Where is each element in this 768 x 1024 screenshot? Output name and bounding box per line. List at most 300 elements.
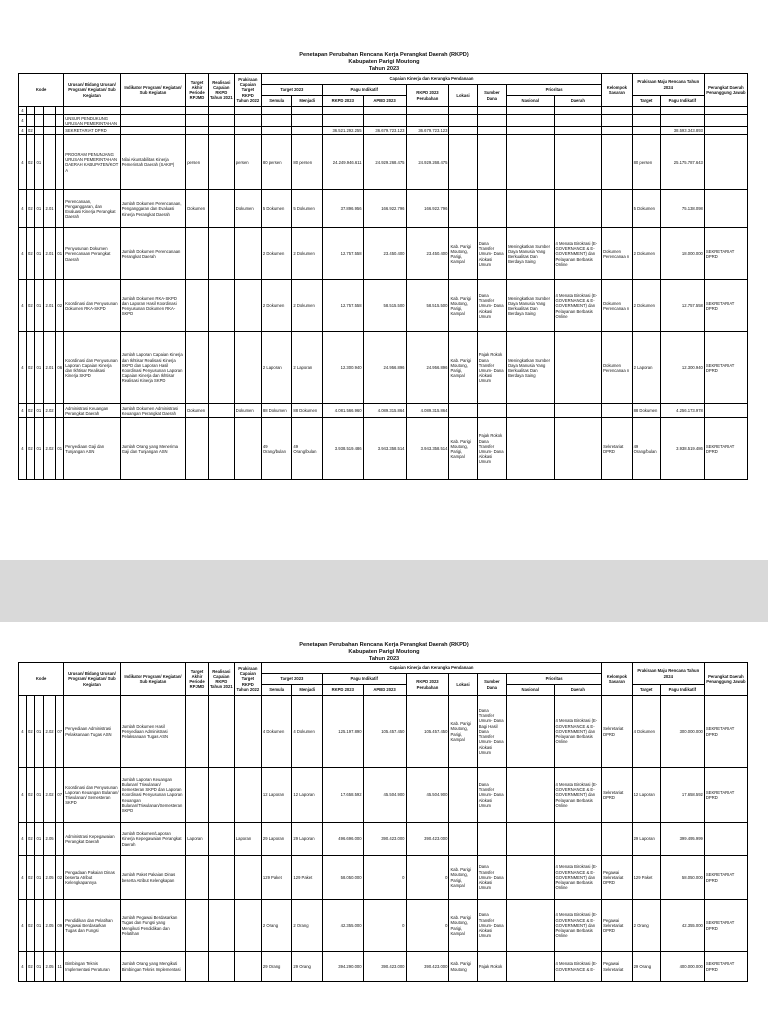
cell-prioritas-daerah [554, 115, 602, 127]
cell-kode-5 [56, 127, 64, 135]
cell-prakiraan [234, 115, 261, 127]
cell-pagu-rkpd: 3.938.519.486 [322, 418, 363, 480]
cell-pagu-2024: 399.495.999 [660, 823, 704, 856]
cell-sumber-dana: Dana Transfer Umum- Dana Alokasi Umum [477, 856, 506, 900]
cell-prioritas-daerah [554, 332, 602, 404]
cell-prioritas-nasional: Meningkatkan Sumber Daya Manusia Yang Berkualitas Dan Berdaya Saing [507, 280, 554, 332]
cell-pagu-apbd: 45.504.900 [363, 768, 406, 823]
cell-lokasi: Kab. Parigi Moutong, Parigi, Kampal [449, 280, 477, 332]
cell-sumber-dana: Dana Transfer Umum- Dana Alokasi Umum [477, 280, 506, 332]
cell-pagu-apbd: 58.515.500 [363, 280, 406, 332]
cell-program-name: PROGRAM PENUNJANG URUSAN PEMERINTAHAN DAERAH KABUPATEN/KOT A [64, 135, 120, 190]
cell-perangkat-daerah: SEKRETARIAT DPRD [704, 418, 747, 480]
cell-target-menjadi: 4 Dokumen [292, 696, 323, 768]
cell-kelompok-sasaran: Pegawai Sekretariat DPRD [602, 900, 633, 952]
cell-kode-5: 01 [56, 228, 64, 280]
cell-pagu-rkpd: 36.521.292.255 [322, 127, 363, 135]
cell-kode-4: 2.01 [43, 332, 55, 404]
cell-lokasi: Kab. Parigi Moutong, Parigi, Kampal [449, 696, 477, 768]
cell-prioritas-nasional [507, 404, 554, 418]
cell-realisasi [208, 115, 234, 127]
cell-indicator: Jumlah Dokumen RKA-SKPD dan Laporan Hasil Koordinasi Penyusunan Dokumen RKA-SKPD [120, 280, 186, 332]
cell-kode-3: 01 [34, 332, 43, 404]
cell-target-akhir [186, 696, 209, 768]
table-row [19, 952, 748, 982]
cell-target-menjadi: 2 Dokumen [292, 228, 323, 280]
table-row [19, 404, 748, 418]
cell-target-akhir [186, 900, 209, 952]
header-perangkat: Perangkat Daerah Penanggung Jawab [704, 663, 747, 696]
cell-prakiraan [234, 107, 261, 115]
table-row [19, 696, 748, 768]
cell-pagu-apbd: 390.423.000 [363, 952, 406, 982]
cell-kode-3: 01 [34, 404, 43, 418]
cell-pagu-2024: 25.175.787.643 [660, 135, 704, 190]
cell-realisasi [208, 332, 234, 404]
cell-kode-1: 4 [19, 856, 27, 900]
cell-kelompok-sasaran [602, 823, 633, 856]
header-target: Target [632, 96, 660, 107]
cell-pagu-apbd: 36.679.723.123 [363, 127, 406, 135]
cell-kode-1: 4 [19, 952, 27, 982]
cell-sumber-dana [477, 823, 506, 856]
cell-target-semula: 80 persen [261, 135, 292, 190]
cell-kelompok-sasaran: Dokumen Perencanaa n [602, 228, 633, 280]
cell-sumber-dana [477, 135, 506, 190]
cell-kode-3: 01 [34, 823, 43, 856]
cell-kode-2: 02 [26, 900, 34, 952]
cell-prakiraan: Laporan [234, 823, 261, 856]
header-indikator: Indikator Program/ Kegiatan/ Sub Kegiatan [120, 663, 186, 696]
table-row [19, 900, 748, 952]
cell-perangkat-daerah [704, 107, 747, 115]
cell-prakiraan: persen [234, 135, 261, 190]
header-prioritas: Prioritas [507, 674, 602, 685]
cell-program-name: Bimbingan Teknis Implementasi Peraturan [64, 952, 120, 982]
cell-perangkat-daerah [704, 115, 747, 127]
cell-prakiraan: Dokumen [234, 190, 261, 228]
cell-pagu-rkpd-perubahan: 390.423.000 [406, 952, 449, 982]
cell-realisasi [208, 856, 234, 900]
cell-target-menjadi: 80 persen [292, 135, 323, 190]
cell-kode-5 [56, 404, 64, 418]
cell-prioritas-nasional [507, 952, 554, 982]
cell-target-2024: 2 Orang [632, 900, 660, 952]
header-kelompok: Kelompok Sasaran [602, 74, 633, 107]
cell-prakiraan [234, 900, 261, 952]
cell-kode-4: 2.01 [43, 280, 55, 332]
header-prakiraan: Prakiraan Capaian Target RKPD Tahun 2022 [234, 74, 261, 107]
cell-prakiraan [234, 952, 261, 982]
cell-prioritas-daerah: 4 Menata Birokrasi (E-GOVERNANCE & E-GOVERNMENT) dan Pelayanan Berbasis Online [554, 768, 602, 823]
header-pagu-indikatif: Pagu Indikatif [322, 85, 406, 96]
cell-realisasi [208, 952, 234, 982]
cell-indicator: Jumlah Pegawai Berdasarkan Tugas dan Fungsi yang Mengikuti Pendidikan dan Pelatihan [120, 900, 186, 952]
cell-kode-1: 4 [19, 280, 27, 332]
cell-pagu-apbd [363, 107, 406, 115]
header-target-akhir: Target Akhir Periode RPJMD [186, 663, 209, 696]
header-nasional: Nasional [507, 96, 554, 107]
cell-prioritas-daerah [554, 404, 602, 418]
cell-sumber-dana: Pajak Rokok [477, 952, 506, 982]
cell-kode-2 [26, 107, 34, 115]
header-pagu: Pagu Indikatif [660, 685, 704, 696]
cell-pagu-rkpd-perubahan: 3.943.358.514 [406, 418, 449, 480]
cell-kode-1: 4 [19, 418, 27, 480]
header-indikator: Indikator Program/ Kegiatan/ Sub Kegiatan [120, 74, 186, 107]
header-realisasi: Realisasi Capaian RKPD Tahun 2021 [208, 74, 234, 107]
table-row [19, 768, 748, 823]
cell-target-semula: 5 Dokumen [261, 190, 292, 228]
header-pagu: Pagu Indikatif [660, 96, 704, 107]
header-target: Target [632, 685, 660, 696]
cell-kode-5: 09 [56, 900, 64, 952]
cell-kode-3: 01 [34, 696, 43, 768]
cell-pagu-rkpd: 12.757.558 [322, 228, 363, 280]
cell-kelompok-sasaran [602, 135, 633, 190]
table-row [19, 135, 748, 190]
cell-kode-3: 01 [34, 228, 43, 280]
cell-kode-5: 06 [56, 332, 64, 404]
cell-lokasi: Kab. Parigi Moutong, Parigi, Kampal [449, 418, 477, 480]
cell-kode-2: 02 [26, 280, 34, 332]
cell-kode-3: 01 [34, 768, 43, 823]
cell-pagu-rkpd: 394.290.000 [322, 952, 363, 982]
cell-target-menjadi: 129 Paket [292, 856, 323, 900]
cell-prioritas-nasional: Meningkatkan Sumber Daya Manusia Yang Berkualitas Dan Berdaya Saing [507, 332, 554, 404]
cell-kode-1: 4 [19, 696, 27, 768]
cell-target-akhir [186, 418, 209, 480]
cell-indicator: Jumlah Orang yang Mengikuti Bimbingan Teknis Implementasi [120, 952, 186, 982]
cell-kode-3 [34, 107, 43, 115]
cell-pagu-rkpd: 125.197.890 [322, 696, 363, 768]
cell-target-2024 [632, 127, 660, 135]
cell-target-akhir: Dokumen [186, 190, 209, 228]
cell-pagu-rkpd-perubahan: 0 [406, 856, 449, 900]
cell-kode-1: 4 [19, 228, 27, 280]
cell-prioritas-daerah [554, 107, 602, 115]
cell-indicator: Jumlah Dokumen Hasil Penyediaan Administrasi Pelaksanaan Tugas ASN [120, 696, 186, 768]
table-row [19, 190, 748, 228]
cell-kelompok-sasaran: Dokumen Perencanaa n [602, 280, 633, 332]
cell-prioritas-daerah [554, 135, 602, 190]
cell-lokasi: Kab. Parigi Moutong, Parigi, Kampal [449, 228, 477, 280]
table-row [19, 107, 748, 115]
cell-target-semula: 88 Dokumen [261, 404, 292, 418]
cell-kode-2: 02 [26, 696, 34, 768]
cell-realisasi [208, 404, 234, 418]
cell-target-menjadi: 2 Laporan [292, 332, 323, 404]
cell-pagu-2024 [660, 115, 704, 127]
cell-kode-2: 02 [26, 228, 34, 280]
cell-kode-4: 2.05 [43, 823, 55, 856]
table-row [19, 823, 748, 856]
table-row [19, 332, 748, 404]
cell-realisasi [208, 696, 234, 768]
cell-pagu-rkpd-perubahan: 58.515.500 [406, 280, 449, 332]
cell-kode-4 [43, 135, 55, 190]
header-kode: Kode [19, 74, 64, 107]
cell-kode-4: 2.05 [43, 856, 55, 900]
cell-indicator: Jumlah Orang yang Menerima Gaji dan Tunjangan ASN [120, 418, 186, 480]
cell-kode-2: 02 [26, 190, 34, 228]
cell-pagu-2024 [660, 107, 704, 115]
cell-perangkat-daerah: SEKRETARIAT DPRD [704, 952, 747, 982]
cell-kelompok-sasaran: Dokumen Perencanaa n [602, 332, 633, 404]
cell-lokasi [449, 823, 477, 856]
cell-pagu-rkpd: 42.355.000 [322, 900, 363, 952]
cell-pagu-2024: 300.000.000 [660, 696, 704, 768]
cell-pagu-2024: 400.000.000 [660, 952, 704, 982]
cell-lokasi [449, 190, 477, 228]
cell-prakiraan [234, 127, 261, 135]
cell-pagu-apbd [363, 115, 406, 127]
cell-pagu-2024: 17.658.592 [660, 768, 704, 823]
cell-prakiraan [234, 332, 261, 404]
cell-kode-4 [43, 115, 55, 127]
header-daerah: Daerah [554, 96, 602, 107]
cell-prakiraan [234, 228, 261, 280]
cell-program-name: Koordinasi dan Penyusunan Laporan Capaian Kinerja dan Ikhtisar Realisasi Kinerja SKPD [64, 332, 120, 404]
cell-realisasi [208, 823, 234, 856]
table-row [19, 856, 748, 900]
cell-perangkat-daerah [704, 404, 747, 418]
cell-realisasi [208, 135, 234, 190]
cell-target-semula [261, 127, 292, 135]
cell-sumber-dana [477, 127, 506, 135]
cell-prakiraan [234, 856, 261, 900]
cell-target-akhir [186, 856, 209, 900]
cell-target-2024 [632, 115, 660, 127]
cell-kode-4: 2.02 [43, 696, 55, 768]
cell-kode-5 [56, 107, 64, 115]
cell-prioritas-daerah: 4 Menata Birokrasi (E-GOVERNANCE & E-GOVERNMENT) dan Pelayanan Berbasis Online [554, 856, 602, 900]
cell-target-semula: 129 Paket [261, 856, 292, 900]
cell-indicator: Nilai Akuntabilitas Kinerja Pemerintah Daerah (SAKIP) [120, 135, 186, 190]
cell-prakiraan [234, 768, 261, 823]
cell-pagu-apbd: 23.450.400 [363, 228, 406, 280]
document-title [0, 52, 768, 73]
cell-sumber-dana: Pajak Rokok Dana Transfer Umum- Dana Alokasi Umum [477, 418, 506, 480]
header-prioritas: Prioritas [507, 85, 602, 96]
cell-perangkat-daerah: SEKRETARIAT DPRD [704, 332, 747, 404]
cell-prioritas-daerah [554, 127, 602, 135]
cell-kode-3 [34, 115, 43, 127]
cell-kode-3: 01 [34, 418, 43, 480]
cell-kode-2: 02 [26, 768, 34, 823]
cell-kode-3: 01 [34, 135, 43, 190]
cell-lokasi [449, 135, 477, 190]
rkpd-table-page-1 [18, 73, 748, 480]
cell-prioritas-daerah [554, 823, 602, 856]
cell-prioritas-daerah: 4 Menata Birokrasi (E-GOVERNANCE & E-GOVERNMENT) dan Pelayanan Berbasis Online [554, 280, 602, 332]
cell-pagu-apbd: 166.922.796 [363, 190, 406, 228]
cell-target-akhir [186, 280, 209, 332]
cell-pagu-rkpd-perubahan [406, 107, 449, 115]
cell-indicator [120, 127, 186, 135]
cell-pagu-rkpd-perubahan: 24.956.896 [406, 332, 449, 404]
title-line-3: Tahun 2023 [368, 656, 400, 662]
cell-kelompok-sasaran [602, 115, 633, 127]
cell-prioritas-nasional [507, 115, 554, 127]
cell-indicator: Jumlah Laporan Keuangan Bulanan/ Triwulanan/ Semesteran SKPD dan Laporan Koordinasi Penyusunan Laporan Keuangan Bulanan/Triwulanan/Semesteran SKPD [120, 768, 186, 823]
cell-indicator: Jumlah Paket Pakaian Dinas beserta Atribut Kelengkapan [120, 856, 186, 900]
cell-pagu-rkpd-perubahan: 390.423.000 [406, 823, 449, 856]
cell-target-2024: 49 Orang/bulan [632, 418, 660, 480]
header-target-2023: Target 2023 [261, 85, 322, 96]
header-prakiraan-maju: Prakiraan Maju Rencana Tahun 2024 [632, 74, 704, 96]
cell-pagu-apbd: 0 [363, 856, 406, 900]
cell-sumber-dana: Dana Transfer Umum- Dana Alokasi Umum [477, 228, 506, 280]
cell-kode-5: 11 [56, 952, 64, 982]
cell-kode-4: 2.02 [43, 418, 55, 480]
cell-kelompok-sasaran [602, 404, 633, 418]
cell-kode-1: 4 [19, 823, 27, 856]
cell-prioritas-nasional [507, 900, 554, 952]
cell-kode-1: 4 [19, 900, 27, 952]
cell-pagu-2024: 75.138.098 [660, 190, 704, 228]
cell-pagu-rkpd-perubahan: 105.457.450 [406, 696, 449, 768]
cell-target-menjadi: 12 Laporan [292, 768, 323, 823]
cell-target-menjadi [292, 115, 323, 127]
cell-kode-5: 07 [56, 696, 64, 768]
cell-kode-4: 2.01 [43, 190, 55, 228]
cell-target-semula: 29 Laporan [261, 823, 292, 856]
cell-target-2024: 2 Dokumen [632, 228, 660, 280]
cell-kode-2: 02 [26, 952, 34, 982]
cell-kode-3: 01 [34, 190, 43, 228]
cell-perangkat-daerah [704, 823, 747, 856]
cell-perangkat-daerah: SEKRETARIAT DPRD [704, 696, 747, 768]
cell-target-akhir [186, 228, 209, 280]
cell-pagu-2024: 18.000.000 [660, 228, 704, 280]
cell-prioritas-daerah [554, 418, 602, 480]
cell-target-2024: 5 Dokumen [632, 190, 660, 228]
cell-pagu-2024: 12.757.558 [660, 280, 704, 332]
cell-indicator: Jumlah Dokumen Perencanaan, Penganggaran dan Evaluasi Kinerja Perangkat Daerah [120, 190, 186, 228]
header-rkpd-2023: RKPD 2023 [322, 685, 363, 696]
header-pagu-indikatif: Pagu Indikatif [322, 674, 406, 685]
cell-pagu-apbd: 105.457.450 [363, 696, 406, 768]
cell-target-akhir [186, 127, 209, 135]
cell-kode-3: 01 [34, 280, 43, 332]
cell-realisasi [208, 107, 234, 115]
cell-program-name: UNSUR PENDUKUNG URUSAN PEMERINTAHAN [64, 115, 120, 127]
cell-pagu-rkpd-perubahan: 24.929.268.475 [406, 135, 449, 190]
cell-program-name: Koordinasi dan Penyusunan Laporan Keuangan Bulanan/ Triwulanan/ Semesteran SKPD [64, 768, 120, 823]
cell-target-semula: 2 Dokumen [261, 280, 292, 332]
cell-kelompok-sasaran: Pegawai Sekretariat [602, 952, 633, 982]
cell-perangkat-daerah: SEKRETARIAT DPRD [704, 900, 747, 952]
cell-target-menjadi: 49 Orang/bulan [292, 418, 323, 480]
cell-kode-3 [34, 127, 43, 135]
cell-kelompok-sasaran: Pegawai Sekretariat DPRD [602, 856, 633, 900]
cell-kode-3: 01 [34, 900, 43, 952]
cell-target-semula: 12 Laporan [261, 768, 292, 823]
header-sumber-dana: Sumber Dana [477, 85, 506, 107]
header-kelompok: Kelompok Sasaran [602, 663, 633, 696]
cell-perangkat-daerah [704, 127, 747, 135]
cell-lokasi: Kab. Parigi Moutong, Parigi, Kampal [449, 900, 477, 952]
header-apbd-2023: APBD 2023 [363, 685, 406, 696]
cell-pagu-2024: 42.355.000 [660, 900, 704, 952]
cell-program-name: Penyediaan Gaji dan Tunjangan ASN [64, 418, 120, 480]
cell-target-akhir [186, 115, 209, 127]
cell-target-2024: 80 persen [632, 135, 660, 190]
header-rkpd-2023: RKPD 2023 [322, 96, 363, 107]
table-row [19, 127, 748, 135]
cell-kode-5 [56, 190, 64, 228]
cell-target-akhir [186, 107, 209, 115]
cell-pagu-2024: 4.256.173.978 [660, 404, 704, 418]
cell-target-2024: 2 Dokumen [632, 280, 660, 332]
cell-kode-1: 4 [19, 332, 27, 404]
cell-sumber-dana [477, 115, 506, 127]
cell-target-semula [261, 115, 292, 127]
cell-program-name: Penyediaan Administrasi Pelaksanaan Tugas ASN [64, 696, 120, 768]
cell-perangkat-daerah: SEKRETARIAT DPRD [704, 280, 747, 332]
cell-kode-5: 01 [56, 418, 64, 480]
cell-pagu-rkpd: 58.050.000 [322, 856, 363, 900]
header-sumber-dana: Sumber Dana [477, 674, 506, 696]
cell-pagu-2024: 12.300.940 [660, 332, 704, 404]
cell-target-menjadi: 2 Dokumen [292, 280, 323, 332]
cell-realisasi [208, 900, 234, 952]
cell-kode-5: 02 [56, 856, 64, 900]
header-target-2023: Target 2023 [261, 674, 322, 685]
cell-pagu-rkpd: 496.696.000 [322, 823, 363, 856]
header-menjadi: Menjadi [292, 685, 323, 696]
cell-realisasi [208, 228, 234, 280]
cell-target-2024: 12 Laporan [632, 768, 660, 823]
header-prakiraan-maju: Prakiraan Maju Rencana Tahun 2024 [632, 663, 704, 685]
header-capaian-group: Capaian Kinerja dan Kerangka Pendanaan [261, 663, 601, 674]
header-lokasi: Lokasi [449, 674, 477, 696]
cell-pagu-2024: 3.938.519.486 [660, 418, 704, 480]
cell-target-semula: 49 Orang/bulan [261, 418, 292, 480]
cell-prioritas-nasional [507, 107, 554, 115]
cell-kode-1: 4 [19, 768, 27, 823]
cell-kelompok-sasaran: Sekretariat DPRD [602, 418, 633, 480]
cell-pagu-rkpd [322, 115, 363, 127]
cell-prakiraan: Dokumen [234, 404, 261, 418]
cell-kode-3: 01 [34, 856, 43, 900]
title-line-2: Kabupaten Parigi Moutong [348, 649, 420, 655]
cell-perangkat-daerah: SEKRETARIAT DPRD [704, 856, 747, 900]
cell-sumber-dana: Dana Transfer Umum- Dana Bagi Hasil Dana Transfer Umum- Dana Alokasi Umum [477, 696, 506, 768]
cell-lokasi [449, 404, 477, 418]
cell-prioritas-nasional [507, 190, 554, 228]
cell-kode-1: 4 [19, 190, 27, 228]
cell-target-akhir: Dokumen [186, 404, 209, 418]
header-perangkat: Perangkat Daerah Penanggung Jawab [704, 74, 747, 107]
cell-prioritas-nasional [507, 135, 554, 190]
header-realisasi: Realisasi Capaian RKPD Tahun 2021 [208, 663, 234, 696]
cell-prioritas-daerah [554, 190, 602, 228]
cell-perangkat-daerah: SEKRETARIAT DPRD [704, 228, 747, 280]
cell-kode-1: 4 [19, 135, 27, 190]
cell-kelompok-sasaran [602, 107, 633, 115]
cell-target-semula: 29 Orang [261, 952, 292, 982]
header-semula: Semula [261, 96, 292, 107]
cell-program-name: Administrasi Keuangan Perangkat Daerah [64, 404, 120, 418]
cell-indicator: Jumlah Dokumen/Laporan Kinerja Kepegawaian Perangkat Daerah [120, 823, 186, 856]
cell-kode-1: 4 [19, 107, 27, 115]
cell-perangkat-daerah: SEKRETARIAT DPRD [704, 768, 747, 823]
header-kode: Kode [19, 663, 64, 696]
cell-kode-1: 4 [19, 115, 27, 127]
header-rkpd-perubahan: RKPD 2023 Perubahan [406, 674, 449, 696]
